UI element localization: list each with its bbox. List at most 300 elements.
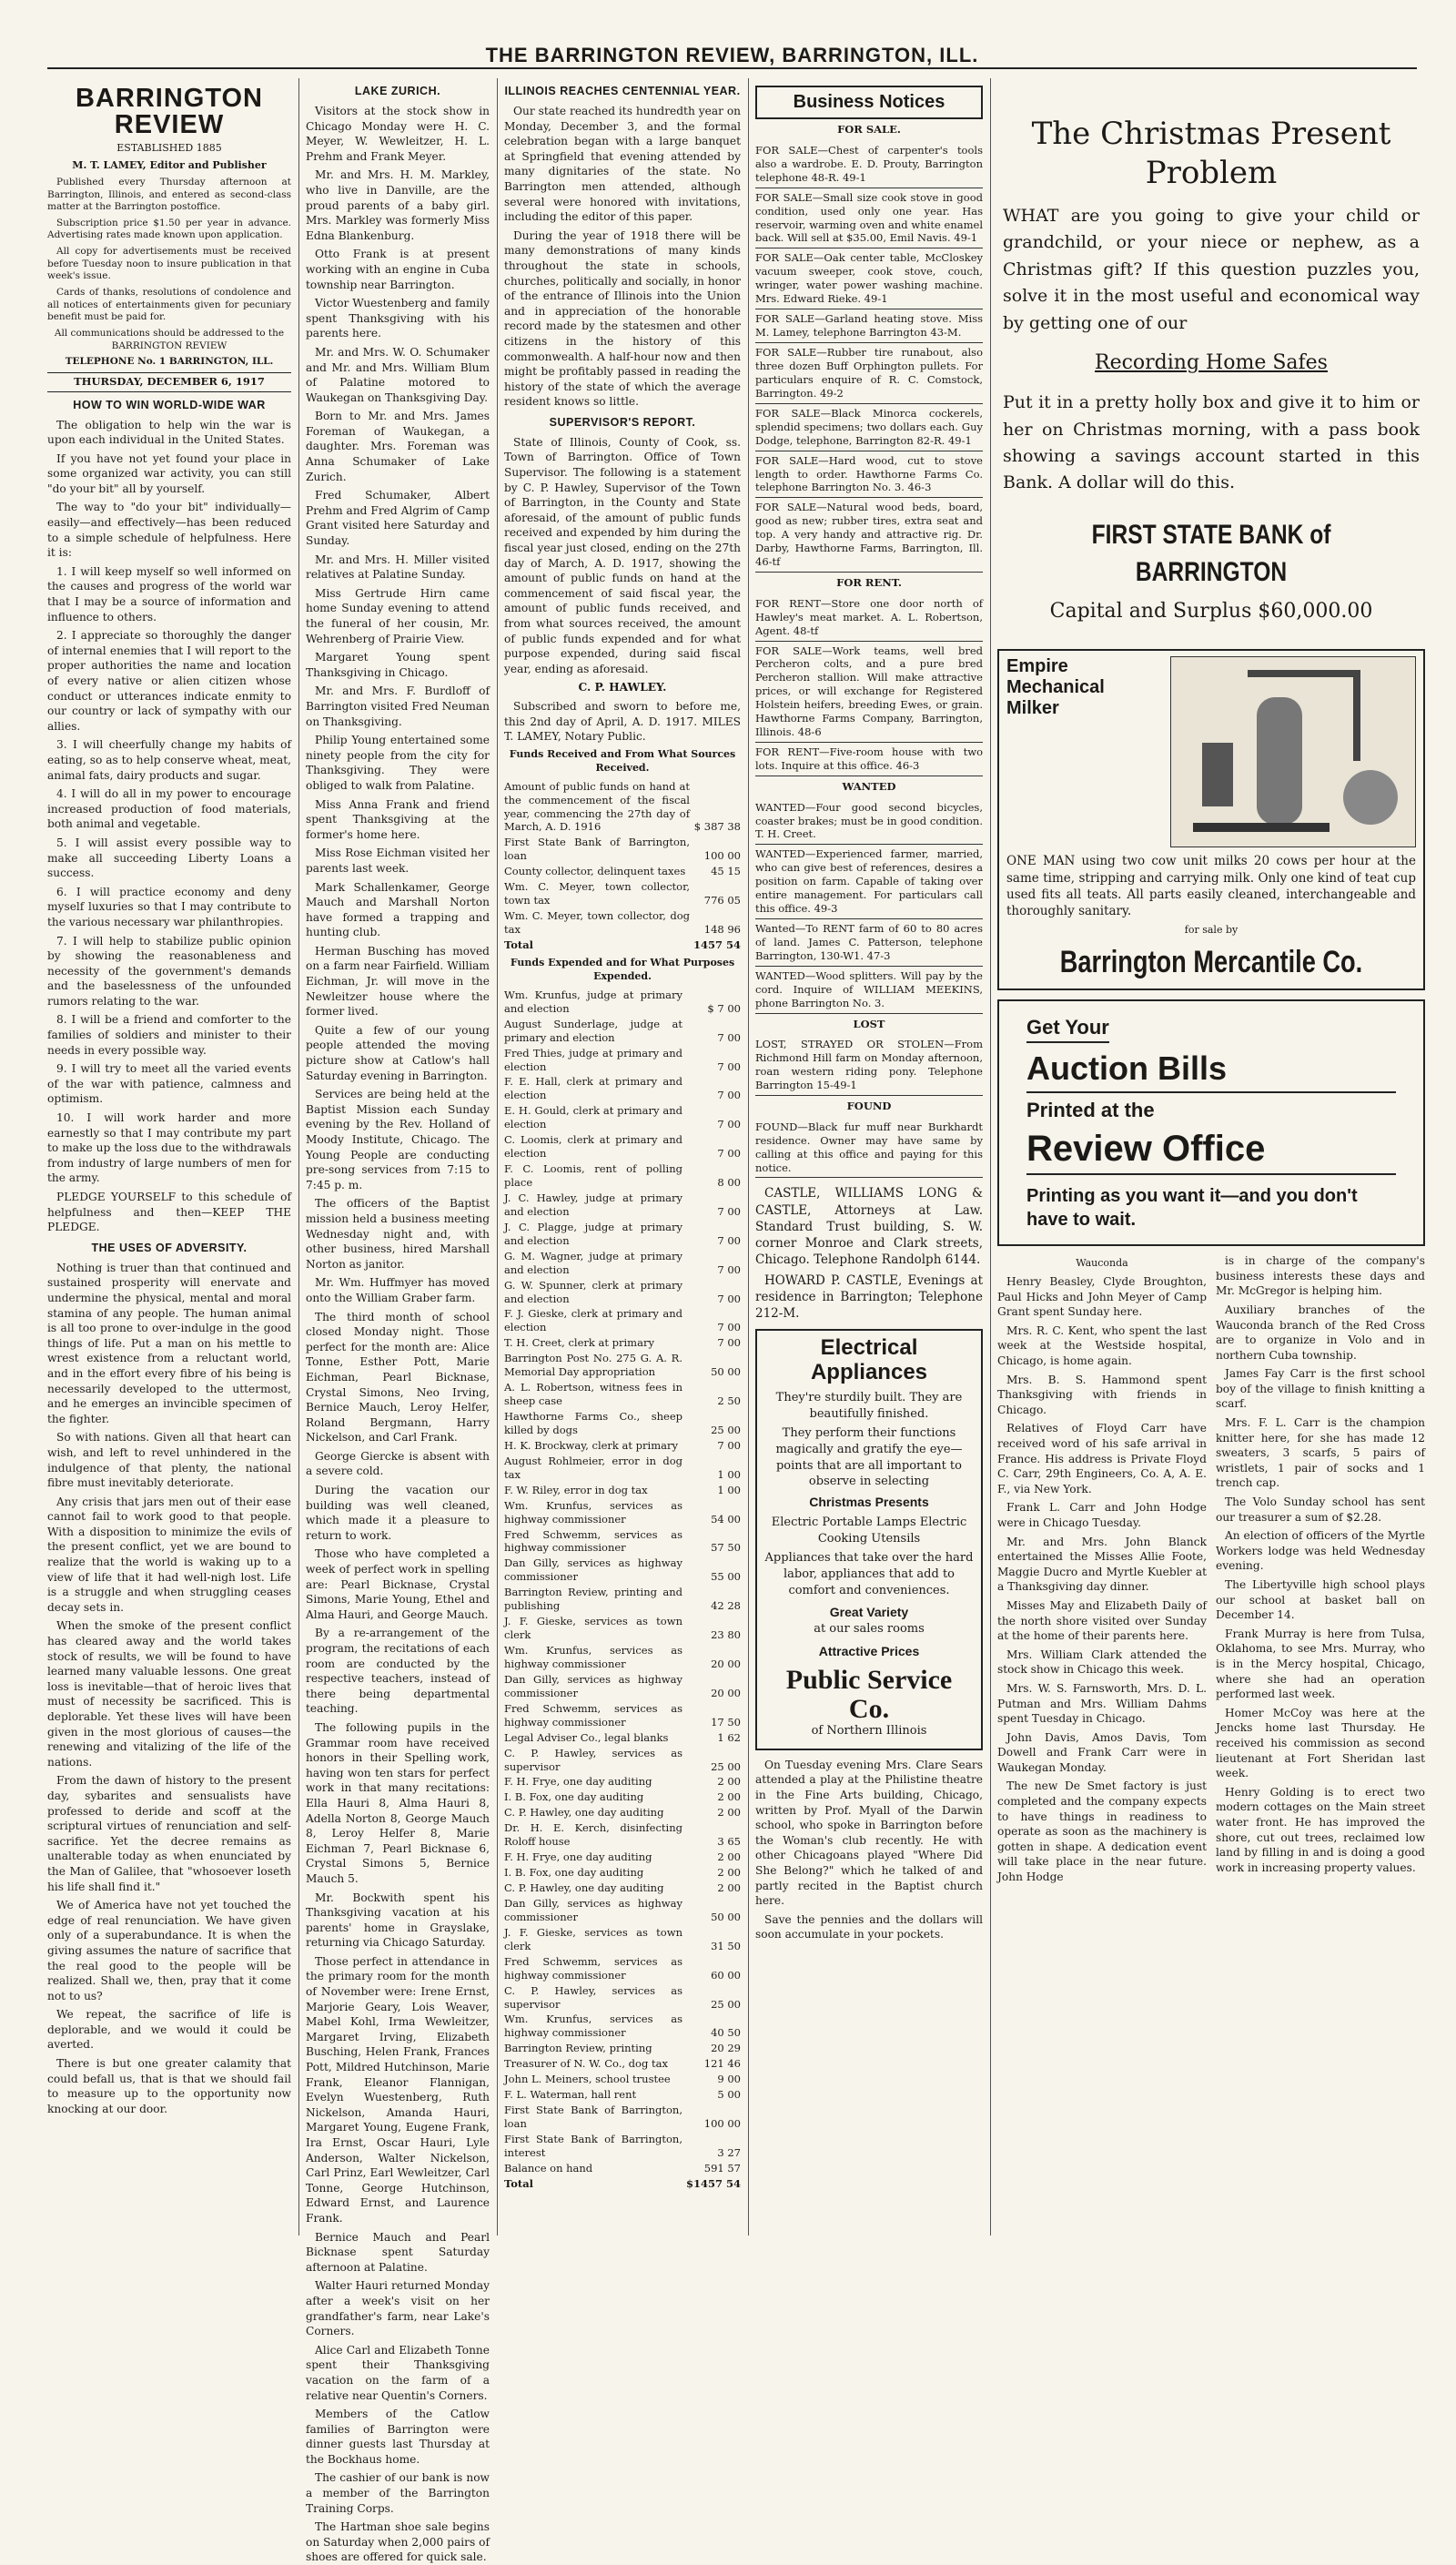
local-item: Save the pennies and the dollars will soon accumulate in your pockets. bbox=[755, 1912, 983, 1941]
article-paragraph: There is but one greater calamity that could befall us, that is that we should fail to measure up to the opportunity now knocking at our door. bbox=[47, 2057, 291, 2115]
news-item: Mrs. William Clark attended the stock show in Chicago this week. bbox=[997, 1647, 1207, 1677]
table-cell-amount: 54 00 bbox=[711, 1512, 741, 1526]
table-cell-item: Fred Schwemm, services as highway commissioner bbox=[504, 1954, 682, 1982]
news-item: Relatives of Floyd Carr have received word of his safe arrival in France. His address is Private Floyd C. Carr, 29th Engineers, Co. A, A. E. F., via New York. bbox=[997, 1422, 1207, 1495]
table-cell-amount: 25 00 bbox=[711, 1997, 741, 2011]
table-cell-item: Total bbox=[504, 938, 534, 951]
article-paragraph: The obligation to help win the war is upon each individual in the United States. bbox=[47, 418, 291, 447]
news-item: Mark Schallenkamer, George Mauch and Marshall Norton have formed a trapping and hunting club. bbox=[306, 880, 490, 939]
table-cell-amount: 9 00 bbox=[717, 2073, 741, 2086]
news-item: The new De Smet factory is just completed and the company expects to have things in readiness to operate as soon as the machinery is gotten in shape. A dedication event will take place in the near future. John Hodge bbox=[997, 1779, 1207, 1884]
news-item: Services are being held at the Baptist Mission each Sunday evening by the Rev. Holland of Moody Institute, Chicago. The Young People are conducting pre-song services from 7:15 to 7:45 p. m. bbox=[306, 1088, 490, 1191]
news-item: Henry Golding is to erect two modern cottages on the Main street water front. He has improved the shore, cut out trees, reclaimed low land by filling in and is doing a good work in increasing property values. bbox=[1216, 1785, 1425, 1874]
table-row bbox=[504, 938, 741, 953]
auction-line-5: Printing as you want it—and you don't have to wait. bbox=[1026, 1186, 1358, 1231]
classified-notice: FOR SALE—Rubber tire runabout, also three dozen Buff Orphington pullets. For particulars enquire of R. C. Comstock, Barrington. 49-2 bbox=[755, 343, 983, 404]
news-item: Mr. and Mrs. F. Burdloff of Barrington visited Fred Neuman on Thanksgiving. bbox=[306, 684, 490, 728]
table-cell-item: John L. Meiners, school trustee bbox=[504, 2073, 671, 2086]
table-cell-amount: 7 00 bbox=[717, 1089, 741, 1102]
for-sale-label: FOR SALE. bbox=[837, 123, 901, 137]
news-item: George Giercke is absent with a severe cold. bbox=[306, 1449, 490, 1478]
table-cell-amount: 100 00 bbox=[703, 849, 741, 863]
table-row bbox=[504, 2103, 741, 2132]
news-item: Mr. Wm. Huffmyer has moved onto the William Graber farm. bbox=[306, 1276, 490, 1304]
table-cell-amount: $1457 54 bbox=[685, 2176, 741, 2190]
table-row bbox=[504, 2041, 741, 2056]
table-row bbox=[504, 1306, 741, 1335]
table-cell-item: Wm. Krunfus, services as highway commissioner bbox=[504, 1498, 682, 1526]
table-cell-item: T. H. Creet, clerk at primary bbox=[504, 1336, 654, 1350]
news-item: Auxiliary branches of the Wauconda branch of the Red Cross are to organize in Volo and in northern Cuba township. bbox=[1216, 1303, 1425, 1362]
for-rent-list bbox=[755, 594, 983, 776]
table-cell-amount: 121 46 bbox=[703, 2057, 741, 2071]
table-row bbox=[504, 1132, 741, 1161]
table-cell-item: J. F. Gieske, services as town clerk bbox=[504, 1615, 682, 1642]
table-cell-amount: 776 05 bbox=[703, 894, 741, 907]
classified-notice: FOR SALE—Chest of carpenter's tools also a wardrobe. E. D. Prouty, Barrington telephone 48-R. 49-1 bbox=[755, 141, 983, 188]
table-row bbox=[504, 1351, 741, 1380]
lost-list bbox=[755, 1035, 983, 1096]
table-cell-amount: 100 00 bbox=[703, 2117, 741, 2130]
table-cell-amount: 55 00 bbox=[711, 1570, 741, 1584]
table-row bbox=[504, 835, 741, 864]
article-paragraph: 5. I will assist every possible way to make all succeeding Liberty Loans a success. bbox=[47, 836, 291, 880]
table-cell-item: J. C. Plagge, judge at primary and election bbox=[504, 1220, 682, 1247]
table-row bbox=[504, 1335, 741, 1351]
table-cell-item: Fred Thies, judge at primary and election bbox=[504, 1046, 682, 1073]
table-cell-item: Barrington Review, printing bbox=[504, 2042, 652, 2055]
table-row bbox=[504, 1881, 741, 1896]
table-cell-amount: 7 00 bbox=[717, 1059, 741, 1073]
table-cell-amount: 25 00 bbox=[711, 1423, 741, 1436]
table-row bbox=[504, 1672, 741, 1701]
news-item: Mrs. R. C. Kent, who spent the last week at the Westside hospital, Chicago, is home again. bbox=[997, 1323, 1207, 1368]
classified-notice: WANTED—Wood splitters. Will pay by the cord. Inquire of WILLIAM MEEKINS, phone Barrington No. 3. bbox=[755, 967, 983, 1014]
table-cell-amount: 148 96 bbox=[703, 923, 741, 937]
table-cell-amount: $ 387 38 bbox=[693, 820, 741, 834]
table-row bbox=[504, 1161, 741, 1191]
auction-line-4: Review Office bbox=[1026, 1124, 1396, 1175]
elec-tagline: They're sturdily built. They are beautifully finished. bbox=[775, 1390, 963, 1421]
table-cell-item: Balance on hand bbox=[504, 2161, 593, 2175]
table-cell-amount: 3 27 bbox=[717, 2145, 741, 2159]
classified-notice: Wanted—To RENT farm of 60 to 80 acres of land. James C. Patterson, telephone Barrington, 130-W1. 47-3 bbox=[755, 919, 983, 967]
news-item: Miss Anna Frank and friend spent Thanksgiving at the former's home here. bbox=[306, 797, 490, 841]
article-paragraph: If you have not yet found your place in some organized war activity, you can still "do your bit" all by yourself. bbox=[47, 451, 291, 495]
news-item: Frank Murray is here from Tulsa, Oklahoma, to see Mrs. Murray, who is in the Mercy hospital, Chicago, where she had an operation performed last week. bbox=[1216, 1627, 1425, 1701]
article-paragraph: So with nations. Given all that heart can wish, and left to revel unhindered in the indulgence of that plenty, the national fibre must inevitably deteriorate. bbox=[47, 1431, 291, 1490]
local-item: On Tuesday evening Mrs. Clare Sears attended a play at the Philistine theatre in the Fine Arts building, Chicago, written by Prof. Myall of the Darwin school, who spoke in Barrington before the Woman's club recently. He with other Chicagoans played "Where Did She Belong?" which he talked of and partly recited in the Baptist church here. bbox=[755, 1758, 983, 1908]
table-cell-item: F. H. Frye, one day auditing bbox=[504, 1775, 652, 1789]
table-cell-amount: 50 00 bbox=[711, 1910, 741, 1923]
table-cell-amount: 1457 54 bbox=[693, 938, 741, 951]
classified-notice: FOR RENT—Five-room house with two lots. Inquire at this office. 46-3 bbox=[755, 743, 983, 776]
table-cell-item: I. B. Fox, one day auditing bbox=[504, 1866, 644, 1880]
news-item: An election of officers of the Myrtle Workers lodge was held Wednesday evening. bbox=[1216, 1529, 1425, 1573]
table-row bbox=[504, 1454, 741, 1483]
elec-body: They perform their functions magically and gratify the eye—points that are all important to observe in selecting bbox=[775, 1426, 963, 1489]
table-row bbox=[504, 988, 741, 1017]
issue-date: THURSDAY, DECEMBER 6, 1917 bbox=[47, 372, 291, 392]
table-cell-amount: 7 00 bbox=[717, 1030, 741, 1044]
news-item: Henry Beasley, Clyde Broughton, Paul Hicks and John Meyer of Camp Grant spent Sunday here. bbox=[997, 1275, 1207, 1319]
report-title: SUPERVISOR'S REPORT. bbox=[549, 415, 696, 429]
table-cell-item: First State Bank of Barrington, loan bbox=[504, 2104, 682, 2130]
business-notices-heading: Business Notices bbox=[755, 86, 983, 119]
report-signed: C. P. HAWLEY. bbox=[578, 681, 667, 694]
article-title: HOW TO WIN WORLD-WIDE WAR bbox=[73, 398, 266, 411]
milker-body: ONE MAN using two cow unit milks 20 cows per hour at the same time, stripping and carrying milk. Only one kind of teat cup used fits all teats. All parts easily cleaned, interchangeable and thoroughly sanitary. bbox=[1006, 854, 1416, 919]
table-cell-amount: 2 00 bbox=[717, 1790, 741, 1804]
table-cell-item: A. L. Robertson, witness fees in sheep case bbox=[504, 1381, 682, 1408]
column-rule bbox=[748, 78, 749, 2236]
paper-name: BARRINGTON REVIEW bbox=[75, 84, 264, 139]
news-item: The Volo Sunday school has sent our treasurer a sum of $2.28. bbox=[1216, 1495, 1425, 1524]
article-paragraph: 8. I will be a friend and comforter to the families of soldiers and minister to their needs in every possible way. bbox=[47, 1013, 291, 1057]
elec-of: of Northern Illinois bbox=[811, 1724, 927, 1739]
table-cell-amount: 2 00 bbox=[717, 1850, 741, 1864]
column-5 bbox=[997, 78, 1425, 2245]
classified-notice: WANTED—Experienced farmer, married, who can give best of references, desires a position on farm. Capable of taking over entire management. For particulars call this office. 49-3 bbox=[755, 845, 983, 919]
table-row bbox=[504, 1643, 741, 1672]
table-cell-amount: 2 00 bbox=[717, 1881, 741, 1894]
table-cell-amount: $ 7 00 bbox=[707, 1001, 741, 1015]
table-cell-amount: 40 50 bbox=[711, 2026, 741, 2040]
column-4 bbox=[755, 78, 983, 2245]
auction-line-3: Printed at the bbox=[1026, 1098, 1155, 1121]
table-cell-amount: 7 00 bbox=[717, 1336, 741, 1350]
report-intro: State of Illinois, County of Cook, ss. Town of Barrington. Office of Town Supervisor. The following is a statement by C. P. Hawley, Supervisor of the Town of Barrington, in the County and State aforesaid, of the amount of public funds received and expended by him during the fiscal year just closed, ending on the 27th day of March, A. D. 1917, showing the amount of public funds on hand at the commencement of said fiscal year, the amount of public funds received, and from what sources received, the amount of public funds expended and for what purpose expended, during said fiscal year, ending as aforesaid. bbox=[504, 435, 741, 675]
news-item: Visitors at the stock show in Chicago Monday were H. C. Meyer, W. Wewleitzer, H. L. Prehm and Frank Meyer. bbox=[306, 105, 490, 163]
mercantile-name: Barrington Mercantile Co. bbox=[1059, 944, 1363, 979]
table-cell-item: G. M. Wagner, judge at primary and election bbox=[504, 1249, 682, 1276]
table-cell-item: Treasurer of N. W. Co., dog tax bbox=[504, 2057, 668, 2071]
news-item: Frank L. Carr and John Hodge were in Chicago Tuesday. bbox=[997, 1501, 1207, 1529]
article-paragraph: PLEDGE YOURSELF to this schedule of helpfulness and then—KEEP THE PLEDGE. bbox=[47, 1191, 291, 1234]
table-cell-amount: 7 00 bbox=[717, 1204, 741, 1218]
article-paragraph: The way to "do your bit" individually—easily—and effectively—has been reduced to a simple schedule of helpfulness. Here it is: bbox=[47, 501, 291, 560]
table-cell-item: H. K. Brockway, clerk at primary bbox=[504, 1438, 678, 1452]
law-firm-ad-2: HOWARD P. CASTLE, Evenings at residence in Barrington; Telephone 212-M. bbox=[755, 1272, 983, 1321]
table-cell-item: Hawthorne Farms Co., sheep killed by dogs bbox=[504, 1410, 682, 1436]
local-news bbox=[306, 104, 490, 2565]
section-title: LAKE ZURICH. bbox=[354, 85, 441, 97]
column-1 bbox=[47, 78, 291, 2245]
news-item: Born to Mr. and Mrs. James Foreman of Waukegan, a daughter. Mrs. Foreman was Anna Schumaker of Lake Zurich. bbox=[306, 410, 490, 483]
wanted-label: WANTED bbox=[842, 779, 896, 793]
table-row bbox=[504, 1954, 741, 1983]
bank-name: FIRST STATE BANK of BARRINGTON bbox=[1091, 519, 1331, 587]
christmas-title: The Christmas Present Problem bbox=[1031, 116, 1391, 191]
table-cell-amount: 2 50 bbox=[717, 1394, 741, 1408]
table-cell-amount: 50 00 bbox=[711, 1365, 741, 1379]
wauconda-news bbox=[997, 1253, 1425, 1889]
article-paragraph: When the smoke of the present conflict has cleared away and the world takes stock of results, we will be found to have learned many valuable lessons. One great loss is inevitable—that of heroic lives that must of necessity be sacrificed. This is deplorable. Yet these lives will have been given in the most glorious of causes—the renewing and vitalizing of the life of the nations. bbox=[47, 1619, 291, 1769]
classified-notice: FOR RENT—Store one door north of Hawley's meat market. A. L. Robertson, Agent. 48-tf bbox=[755, 594, 983, 642]
news-item: is in charge of the company's business interests these days and Mr. McGregor is helping him. bbox=[1216, 1254, 1425, 1298]
table-row bbox=[504, 1249, 741, 1278]
table-cell-amount: 1 00 bbox=[717, 1467, 741, 1481]
table-row bbox=[504, 1483, 741, 1498]
table-cell-item: E. H. Gould, clerk at primary and election bbox=[504, 1104, 682, 1131]
news-item: Fred Schumaker, Albert Prehm and Fred Algrim of Camp Grant visited here Saturday and Sunday. bbox=[306, 489, 490, 548]
table-cell-item: F. L. Waterman, hall rent bbox=[504, 2088, 637, 2102]
classified-notice: FOR SALE—Garland heating stove. Miss M. Lamey, telephone Barrington 43-M. bbox=[755, 309, 983, 343]
table-row bbox=[504, 1191, 741, 1220]
table-row bbox=[504, 1046, 741, 1075]
table-cell-item: J. C. Hawley, judge at primary and election bbox=[504, 1191, 682, 1218]
table-row bbox=[504, 908, 741, 938]
page-header-title: THE BARRINGTON REVIEW, BARRINGTON, ILL. bbox=[485, 44, 979, 66]
electrical-appliances-ad bbox=[755, 1329, 983, 1750]
news-item: The Libertyville high school plays our school at basket ball on December 14. bbox=[1216, 1578, 1425, 1622]
milker-title-3: Milker bbox=[1006, 698, 1059, 719]
column-2 bbox=[306, 78, 490, 2564]
auction-line-1: Get Your bbox=[1026, 1014, 1109, 1043]
table-cell-item: Dr. H. E. Kerch, disinfecting Roloff house bbox=[504, 1821, 682, 1849]
table-cell-amount: 7 00 bbox=[717, 1438, 741, 1452]
milker-machine-icon bbox=[1175, 661, 1411, 843]
table-cell-amount: 7 00 bbox=[717, 1147, 741, 1161]
table-row bbox=[504, 1983, 741, 2012]
table-cell-item: Amount of public funds on hand at the commencement of the fiscal year, commencing the 27th day of March, A. D. 1916 bbox=[504, 779, 690, 834]
page-header bbox=[47, 44, 1417, 69]
auction-line-2: Auction Bills bbox=[1026, 1047, 1396, 1093]
article-paragraph: 10. I will work harder and more earnestly so that I may contribute my part to make up the loss due to the withdrawals from industry of large numbers of men for the army. bbox=[47, 1111, 291, 1185]
news-item: Margaret Young spent Thanksgiving in Chicago. bbox=[306, 651, 490, 679]
news-item: Philip Young entertained some ninety people from the city for Thanksgiving. They were obliged to walk from Palatine. bbox=[306, 734, 490, 792]
news-item: The officers of the Baptist mission held a business meeting Wednesday night and, with other business, hired Marshall Norton as janitor. bbox=[306, 1197, 490, 1271]
article-paragraph: We of America have not yet touched the edge of real renunciation. We have given only of a superabundance. It is when the giving assumes the nature of sacrifice that the real good to the people will be realized. Shall we, then, pray that it come not to us? bbox=[47, 1899, 291, 2002]
table-row bbox=[504, 2132, 741, 2161]
table-cell-item: C. P. Hawley, one day auditing bbox=[504, 1806, 664, 1820]
copy-note: All copy for advertisements must be received before Tuesday noon to insure publication in that week's issue. bbox=[47, 246, 291, 282]
elec-items: Electric Portable Lamps Electric Cooking Utensils bbox=[771, 1516, 967, 1546]
table-cell-amount: 17 50 bbox=[711, 1715, 741, 1729]
elec-body-2: Appliances that take over the hard labor, appliances that add to comfort and conveniences. bbox=[764, 1551, 974, 1597]
news-item: Mrs. W. S. Farnsworth, Mrs. D. L. Putman and Mrs. William Dahms spent Tuesday in Chicago. bbox=[997, 1681, 1207, 1726]
table-cell-item: Wm. C. Meyer, town collector, town tax bbox=[504, 880, 690, 907]
elec-title-2: Appliances bbox=[810, 1359, 928, 1384]
news-item: James Fay Carr is the first school boy of the village to finish knitting a scarf. bbox=[1216, 1367, 1425, 1411]
table-cell-amount: 5 00 bbox=[717, 2088, 741, 2102]
news-item: The Hartman shoe sale begins on Saturday when 2,000 pairs of shoes are offered for quick sale. bbox=[306, 2520, 490, 2564]
table-cell-item: F. W. Riley, error in dog tax bbox=[504, 1483, 648, 1496]
table-row bbox=[504, 1409, 741, 1438]
article-paragraph: Our state reached its hundredth year on Monday, December 3, and the formal celebration began with a large banquet at Springfield that evening attended by many dignitaries of the state. No Barrington men attended, although several were honored with invitations, including the editor of this paper. bbox=[504, 105, 741, 224]
article-title: ILLINOIS REACHES CENTENNIAL YEAR. bbox=[504, 85, 741, 97]
table-cell-amount: 2 00 bbox=[717, 1866, 741, 1880]
table-cell-amount: 1 62 bbox=[717, 1730, 741, 1744]
auction-bills-ad bbox=[997, 999, 1425, 1246]
table-row bbox=[504, 1103, 741, 1132]
news-item: Miss Rose Eichman visited her parents last week. bbox=[306, 847, 490, 875]
table-cell-amount: 60 00 bbox=[711, 1968, 741, 1982]
expended-table bbox=[504, 988, 741, 2192]
table-cell-item: C. Loomis, clerk at primary and election bbox=[504, 1133, 682, 1161]
article-body bbox=[47, 1261, 291, 2117]
recording-safes: Recording Home Safes bbox=[1095, 351, 1328, 375]
news-item: During the vacation our building was well cleaned, which made it a pleasure to return to work. bbox=[306, 1484, 490, 1542]
column-rule bbox=[497, 78, 498, 2236]
news-item: By a re-arrangement of the program, the recitations of each room are conducted by the respective teachers, instead of there being departmental teaching. bbox=[306, 1627, 490, 1716]
classified-notice: FOR SALE—Natural wood beds, board, good as new; rubber tires, extra seat and top. A very handy and attractive rig. Dr. Darby, Hawthorne Farms, Barrington, Ill. 46-tf bbox=[755, 498, 983, 573]
christmas-body-2: Put it in a pretty holly box and give it to him or her on Christmas morning, with a pass book showing a savings account started in this Bank. A dollar will do this. bbox=[1003, 392, 1420, 493]
table-cell-amount: 20 29 bbox=[711, 2042, 741, 2055]
table-cell-item: Wm. Krunfus, services as highway commissioner bbox=[504, 1644, 682, 1670]
milker-title-1: Empire bbox=[1006, 656, 1068, 677]
column-rule bbox=[990, 78, 991, 2236]
news-item: The cashier of our bank is now a member of the Barrington Training Corps. bbox=[306, 2471, 490, 2515]
news-item: Walter Hauri returned Monday after a week's visit on her grandfather's farm, near Lake's Corners. bbox=[306, 2279, 490, 2338]
table-cell-item: First State Bank of Barrington, loan bbox=[504, 836, 690, 863]
table-row bbox=[504, 1701, 741, 1730]
table-cell-amount: 7 00 bbox=[717, 1292, 741, 1305]
article-paragraph: 1. I will keep myself so well informed on the causes and progress of the world war that I may be a source of information and influence to others. bbox=[47, 564, 291, 624]
received-title: Funds Received and From What Sources Received. bbox=[509, 747, 736, 774]
article-paragraph: 3. I will cheerfully change my habits of eating, so as to help conserve wheat, meat, animal fats, dairy products and sugar. bbox=[47, 738, 291, 782]
article-paragraph: Any crisis that jars men out of their ease cannot fail to work good to that people. With a disposition to minimize the evils of the present conflict, yet we are bound to realize that the world is waking up to a view of life that it had well-nigh lost. Life is a struggle and when struggling ceases decay sets in. bbox=[47, 1495, 291, 1614]
table-row bbox=[504, 1498, 741, 1527]
article-paragraph: We repeat, the sacrifice of life is deplorable, and we would it could be averted. bbox=[47, 2008, 291, 2052]
news-item: The following pupils in the Grammar room have received honors in their Spelling work, having won ten stars for perfect work in that many recitations: Ella Hauri 8, Alma Hauri 8, Adella Norton 8, George Mauch 8, Leroy Helfer 8, Marie Eichman 7, Pearl Bicknase 6, Crystal Simons 5, Bernice Mauch 5. bbox=[306, 1720, 490, 1885]
news-item: Mr. and Mrs. H. Miller visited relatives at Palatine Sunday. bbox=[306, 553, 490, 582]
news-item: Mrs. B. S. Hammond spent Thanksgiving with friends in Chicago. bbox=[997, 1373, 1207, 1416]
classified-notice: FOR SALE—Hard wood, cut to stove length to order. Hawthorne Farms Co. telephone Barrington No. 3. 46-3 bbox=[755, 451, 983, 499]
subscription-note: Subscription price $1.50 per year in advance. Advertising rates made known upon application. bbox=[47, 217, 291, 241]
news-item: Those perfect in attendance in the primary room for the month of November were: Irene Ernst, Marjorie Geary, Lois Weaver, Mabel Kohl, Irma Wewleitzer, Margaret Irving, Elizabeth Busching, Helen Frank, Frances Pott, Mildred Hutchinson, Marie Frank, Eleanor Flannigan, Evelyn Wuestenberg, Ruth Nickelson, Amanda Hauri, Margaret Young, Eugene Frank, Ira Ernst, Oscar Hauri, Lyle Anderson, Walter Nickelson, Carl Prinz, Earl Wewleitzer, Carl Tonne, George Hutchinson, Edward Ernst, and Laurence Frank. bbox=[306, 1954, 490, 2225]
table-cell-amount: 45 15 bbox=[711, 865, 741, 878]
christmas-body: WHAT are you going to give your child or grandchild, or your niece or nephew, as a Christmas gift? If this question puzzles you, solve it in the most useful and economical way by getting one of our bbox=[1003, 206, 1420, 333]
table-row bbox=[504, 1438, 741, 1454]
received-table bbox=[504, 779, 741, 953]
milker-machine-illustration bbox=[1170, 656, 1416, 847]
article-paragraph: Nothing is truer than that continued and sustained prosperity will enervate and undermine the physical, mental and moral stamina of any people. The human animal is all too prone to over-indulge in the good things of life. Put a man on his mettle to wrest existence from a reluctant world, and in the effort every fibre of his being is necessarily developed to the uttermost, and he emerges an invincible specimen of the fighter. bbox=[47, 1261, 291, 1425]
for-sale-list bbox=[755, 141, 983, 573]
news-item: Mrs. F. L. Carr is the champion knitter here, for she has made 12 sweaters, 3 scarfs, 5 pairs of wristlets, 1 pair of socks and 1 trench cap. bbox=[1216, 1416, 1425, 1490]
table-row bbox=[504, 1585, 741, 1614]
editor-line: M. T. LAMEY, Editor and Publisher bbox=[72, 158, 267, 171]
table-cell-amount: 1 00 bbox=[717, 1483, 741, 1496]
milker-title-2: Mechanical bbox=[1006, 677, 1105, 698]
table-cell-amount: 57 50 bbox=[711, 1541, 741, 1555]
christmas-ad bbox=[997, 78, 1425, 634]
table-row bbox=[504, 1850, 741, 1865]
table-row bbox=[504, 1789, 741, 1805]
table-cell-item: J. F. Gieske, services as town clerk bbox=[504, 1925, 682, 1952]
table-cell-item: Fred Schwemm, services as highway commissioner bbox=[504, 1701, 682, 1729]
expended-title: Funds Expended and for What Purposes Expended. bbox=[510, 956, 735, 982]
news-item: Members of the Catlow families of Barrington were dinner guests last Thursday at the Bockhaus home. bbox=[306, 2408, 490, 2466]
table-row bbox=[504, 1074, 741, 1103]
article-paragraph: 4. I will do all in my power to encourage increased production of food materials, both animal and vegetable. bbox=[47, 787, 291, 831]
table-cell-amount: 23 80 bbox=[711, 1628, 741, 1642]
for-rent-label: FOR RENT. bbox=[836, 576, 902, 590]
table-cell-item: August Sunderlage, judge at primary and election bbox=[504, 1017, 682, 1044]
table-cell-item: Legal Adviser Co., legal blanks bbox=[504, 1730, 669, 1744]
table-cell-amount: 591 57 bbox=[703, 2161, 741, 2175]
table-cell-amount: 7 00 bbox=[717, 1233, 741, 1247]
news-item: Those who have completed a week of perfect work in spelling are: Pearl Bicknase, Crystal Simons, Marie Young, Ethel and Alma Hauri, and George Mauch. bbox=[306, 1547, 490, 1621]
news-item: Otto Frank is at present working with an engine in Cuba township near Barrington. bbox=[306, 248, 490, 291]
table-cell-amount: 25 00 bbox=[711, 1759, 741, 1773]
table-row bbox=[504, 1746, 741, 1775]
table-cell-item: C. P. Hawley, one day auditing bbox=[504, 1881, 664, 1894]
bank-capital: Capital and Surplus $60,000.00 bbox=[1049, 600, 1373, 624]
classified-notice: LOST, STRAYED OR STOLEN—From Richmond Hill farm on Monday afternoon, roan western riding pony. Telephone Barrington 15-49-1 bbox=[755, 1035, 983, 1096]
news-item: Mr. and Mrs. H. M. Markley, who live in Danville, are the proud parents of a baby girl. Mrs. Markley was formerly Miss Edna Blankenburg. bbox=[306, 168, 490, 242]
table-cell-item: Wm. Krunfus, services as highway commissioner bbox=[504, 2012, 682, 2040]
table-cell-item: Dan Gilly, services as highway commissioner bbox=[504, 1556, 682, 1584]
table-cell-item: F. J. Gieske, clerk at primary and election bbox=[504, 1307, 682, 1334]
table-cell-amount: 7 00 bbox=[717, 1118, 741, 1131]
news-item: Miss Gertrude Hirn came home Sunday evening to attend the funeral of her cousin, Mr. Wehrenberg of Prairie View. bbox=[306, 586, 490, 645]
table-row bbox=[504, 1865, 741, 1881]
found-list bbox=[755, 1118, 983, 1179]
column-rule bbox=[298, 78, 299, 2236]
table-row bbox=[504, 879, 741, 908]
table-cell-item: Total bbox=[504, 2176, 534, 2190]
table-cell-amount: 7 00 bbox=[717, 1321, 741, 1334]
law-firm-ad: CASTLE, WILLIAMS LONG & CASTLE, Attorneys at Law. Standard Trust building, S. W. corner Monroe and Clark streets, Chicago. Telephone Randolph 6144. bbox=[755, 1186, 983, 1268]
elec-prices: Attractive Prices bbox=[818, 1644, 920, 1659]
table-cell-item: Wm. C. Meyer, town collector, dog tax bbox=[504, 909, 690, 937]
for-sale-by: for sale by bbox=[1184, 923, 1239, 936]
article-title: THE USES OF ADVERSITY. bbox=[91, 1241, 248, 1254]
table-row bbox=[504, 2176, 741, 2192]
table-row bbox=[504, 1556, 741, 1585]
classified-notice: FOR SALE—Work teams, well bred Percheron colts, and a pure bred Percheron stallion. Will make attractive prices, or will exchange for Registered Holstein heifers, breeding Ewes, or grain. Hawthorne Farms Company, Barrington, Illinois. 48-6 bbox=[755, 642, 983, 744]
table-cell-item: August Rohlmeier, error in dog tax bbox=[504, 1454, 682, 1481]
news-item: Alice Carl and Elizabeth Tonne spent their Thanksgiving vacation on the farm of a relative near Quentin's Corners. bbox=[306, 2343, 490, 2402]
table-row bbox=[504, 1896, 741, 1925]
article-body bbox=[47, 418, 291, 1235]
table-row bbox=[504, 2072, 741, 2087]
elec-variety: Great Variety bbox=[829, 1605, 909, 1620]
table-row bbox=[504, 2087, 741, 2103]
table-cell-item: Barrington Post No. 275 G. A. R. Memorial Day appropriation bbox=[504, 1352, 682, 1379]
table-row bbox=[504, 779, 741, 836]
news-item: Mr. and Mrs. W. O. Schumaker and Mr. and Mrs. William Blum of Palatine motored to Waukegan on Thanksgiving Day. bbox=[306, 345, 490, 404]
table-row bbox=[504, 1614, 741, 1643]
classified-notice: FOR SALE—Small size cook stove in good condition, used only one year. Has reservoir, warming oven and white enamel back. Will sell at $35.00, Emil Navis. 49-1 bbox=[755, 188, 983, 249]
article-paragraph: 9. I will try to meet all the varied events of the war with patience, calmness and optimism. bbox=[47, 1062, 291, 1106]
table-cell-amount: 20 00 bbox=[711, 1657, 741, 1670]
communications-note: All communications should be addressed to the BARRINGTON REVIEW bbox=[54, 327, 285, 351]
news-item: Homer McCoy was here at the Jencks home last Thursday. He received his commission as second lieutenant at Fort Sheridan last week. bbox=[1216, 1706, 1425, 1780]
table-cell-amount: 2 00 bbox=[717, 1775, 741, 1789]
table-cell-item: Wm. Krunfus, judge at primary and election bbox=[504, 988, 682, 1015]
table-cell-item: C. P. Hawley, services as supervisor bbox=[504, 1983, 682, 2011]
article-paragraph: 2. I appreciate so thoroughly the danger of internal enemies that I will report to the proper authorities the name and location of every native or alien citizen whose conduct or utterances indicate enmity to our country or lack of sympathy with our allies. bbox=[47, 629, 291, 733]
milker-ad bbox=[997, 649, 1425, 990]
table-row bbox=[504, 1730, 741, 1746]
table-row bbox=[504, 2012, 741, 2041]
wanted-list bbox=[755, 798, 983, 1014]
elec-rooms: at our sales rooms bbox=[814, 1622, 925, 1637]
table-cell-amount: 42 28 bbox=[711, 1599, 741, 1613]
classified-notice: FOR SALE—Black Minorca cockerels, splendid specimens; two dollars each. Guy Dodge, telephone, Barrington 82-R. 49-1 bbox=[755, 404, 983, 451]
lost-label: LOST bbox=[853, 1017, 885, 1030]
news-item: Mr. Bockwith spent his Thanksgiving vacation at his parents' home in Grayslake, returning via Chicago Saturday. bbox=[306, 1891, 490, 1950]
table-row bbox=[504, 1017, 741, 1046]
table-row bbox=[504, 1527, 741, 1556]
table-cell-item: Dan Gilly, services as highway commissioner bbox=[504, 1672, 682, 1699]
table-row bbox=[504, 1220, 741, 1249]
table-cell-item: First State Bank of Barrington, interest bbox=[504, 2132, 682, 2159]
table-cell-item: G. W. Spunner, clerk at primary and election bbox=[504, 1278, 682, 1305]
article-paragraph: From the dawn of history to the present day, sybarites and sensualists have professed to deride and scoff at the scriptural virtues of renunciation and self-sacrifice. Yet the decree remains as unalterable today as when enunciated by the Man of Galilee, that "whosoever loseth his life shall find it." bbox=[47, 1774, 291, 1893]
